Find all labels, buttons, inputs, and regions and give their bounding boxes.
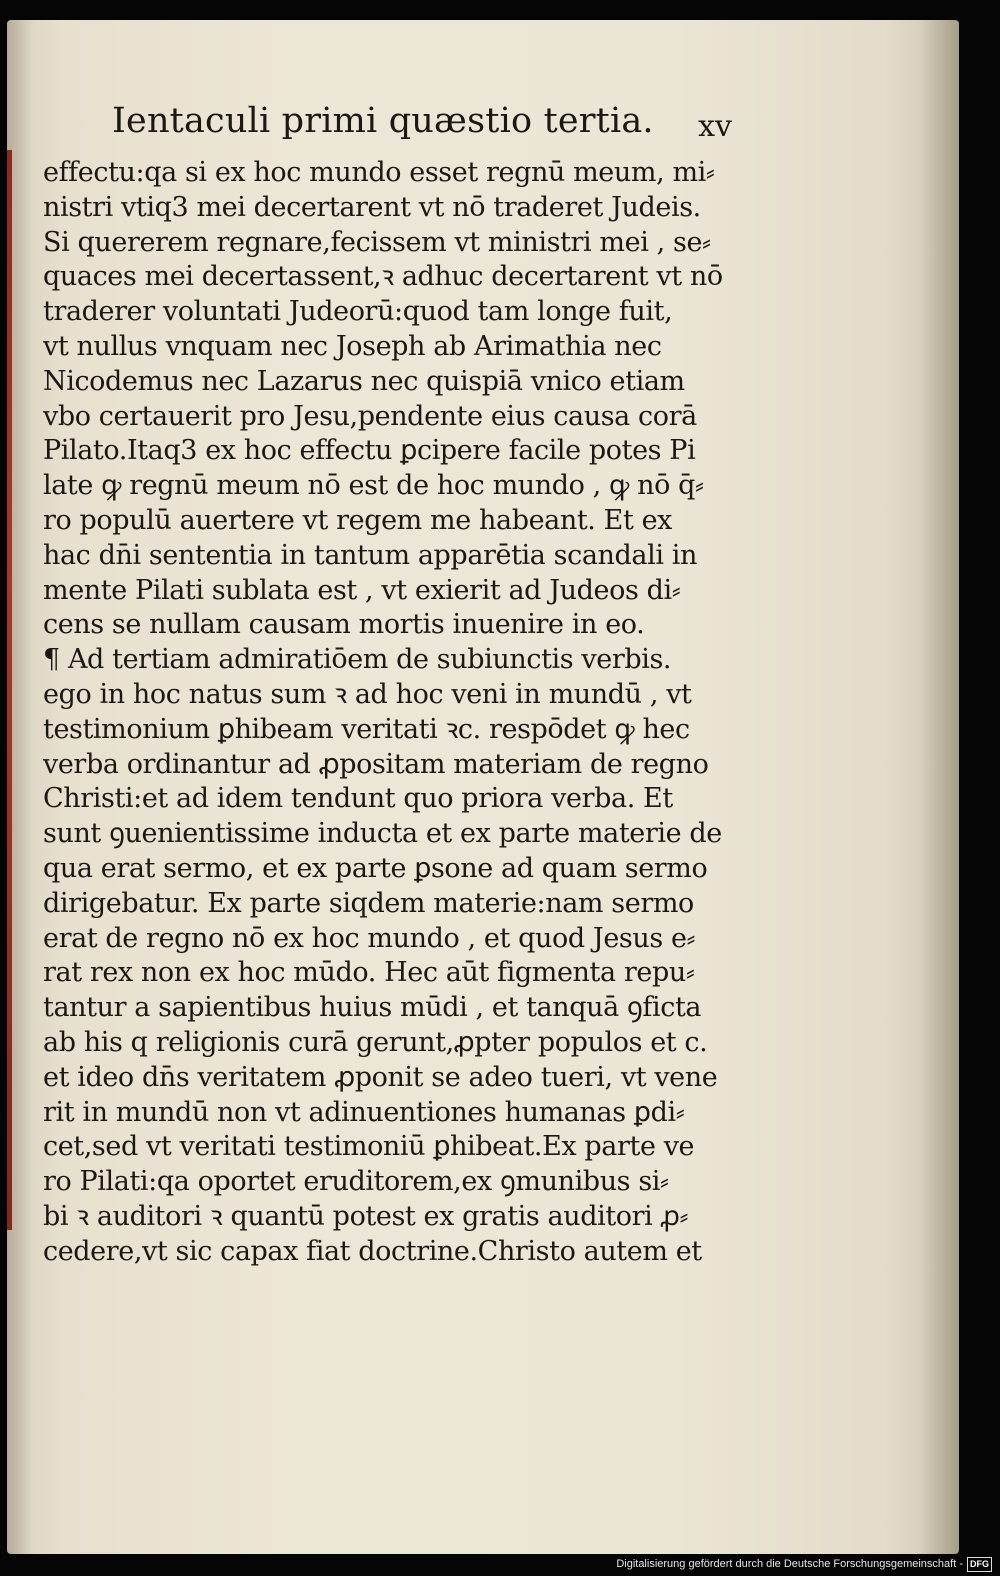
text-line: rit in mundū non vt adinuentiones humanas ꝑdi⸗ bbox=[43, 1096, 685, 1128]
dfg-logo: DFG bbox=[967, 1557, 992, 1572]
text-line: ¶ Ad tertiam admiratiōem de subiunctis verbis. bbox=[43, 644, 672, 676]
text-line: quaces mei decertassent,ꝛ adhuc decertarent vt nō bbox=[43, 261, 723, 293]
text-line: late ꝙ regnū meum nō est de hoc mundo , ꝙ nō q̄⸗ bbox=[43, 470, 704, 502]
text-line: cens se nullam causam mortis inuenire in eo. bbox=[43, 609, 645, 641]
running-title: Ientaculi primi quæstio tertia. bbox=[112, 101, 654, 141]
credit-text: Digitalisierung gefördert durch die Deutsche Forschungsgemeinschaft - bbox=[616, 1558, 963, 1570]
book-page bbox=[7, 20, 959, 1554]
text-line: qua erat sermo, et ex parte ꝑsone ad quam sermo bbox=[43, 852, 708, 884]
text-line: ab his q religionis curā gerunt,ꝓpter populos et c. bbox=[43, 1026, 708, 1058]
text-line: verba ordinantur ad ꝓpositam materiam de regno bbox=[43, 748, 709, 780]
red-edge-bleed bbox=[7, 150, 12, 1230]
text-line: Si quererem regnare,fecissem vt ministri mei , se⸗ bbox=[43, 226, 711, 258]
text-line: ro populū auertere vt regem me habeant. Et ex bbox=[43, 504, 673, 536]
text-line: hac dn̄i sententia in tantum apparētia scandali in bbox=[43, 539, 697, 571]
text-line: Christi:et ad idem tendunt quo priora verba. Et bbox=[43, 783, 673, 815]
text-line: cedere,vt sic capax fiat doctrine.Christo autem et bbox=[43, 1235, 702, 1267]
text-line: Pilato.Itaq3 ex hoc effectu ꝑcipere facile potes Pi bbox=[43, 435, 696, 467]
text-line: vbo certauerit pro Jesu,pendente eius causa corā bbox=[43, 400, 697, 432]
text-line: erat de regno nō ex hoc mundo , et quod Jesus e⸗ bbox=[43, 922, 696, 954]
page-outer-shadow bbox=[919, 20, 959, 1554]
text-line: cet,sed vt veritati testimoniū ꝑhibeat.Ex parte ve bbox=[43, 1131, 695, 1163]
folio-number: xv bbox=[698, 109, 732, 144]
text-line: nistri vtiq3 mei decertarent vt nō traderet Judeis. bbox=[43, 191, 701, 223]
text-line: sunt ꝯuenientissime inducta et ex parte materie de bbox=[43, 818, 722, 850]
text-line: rat rex non ex hoc mūdo. Hec aūt figmenta repu⸗ bbox=[43, 957, 695, 989]
text-line: ro Pilati:qa oportet eruditorem,ex ꝯmunibus si⸗ bbox=[43, 1166, 669, 1198]
page-header bbox=[112, 95, 732, 155]
text-line: et ideo dn̄s veritatem ꝓponit se adeo tueri, vt vene bbox=[43, 1061, 718, 1093]
text-line: Nicodemus nec Lazarus nec quispiā vnico etiam bbox=[43, 365, 685, 397]
text-line: ego in hoc natus sum ꝛ ad hoc veni in mundū , vt bbox=[43, 678, 692, 710]
text-line: traderer voluntati Judeorū:quod tam longe fuit, bbox=[43, 296, 673, 328]
digitization-credit bbox=[616, 1554, 992, 1574]
text-line: testimonium ꝑhibeam veritati ꝛc. respōdet ꝙ hec bbox=[43, 713, 690, 745]
text-line: dirigebatur. Ex parte siqdem materie:nam sermo bbox=[43, 887, 694, 919]
text-line: vt nullus vnquam nec Joseph ab Arimathia nec bbox=[43, 330, 662, 362]
text-line: effectu:qa si ex hoc mundo esset regnū meum, mi⸗ bbox=[43, 157, 715, 188]
body-text bbox=[43, 156, 733, 1270]
text-line: tantur a sapientibus huius mūdi , et tanquā ꝯficta bbox=[43, 992, 702, 1024]
text-line: bi ꝛ auditori ꝛ quantū potest ex gratis auditori ꝓ⸗ bbox=[43, 1200, 689, 1232]
text-line: mente Pilati sublata est , vt exierit ad Judeos di⸗ bbox=[43, 574, 681, 606]
